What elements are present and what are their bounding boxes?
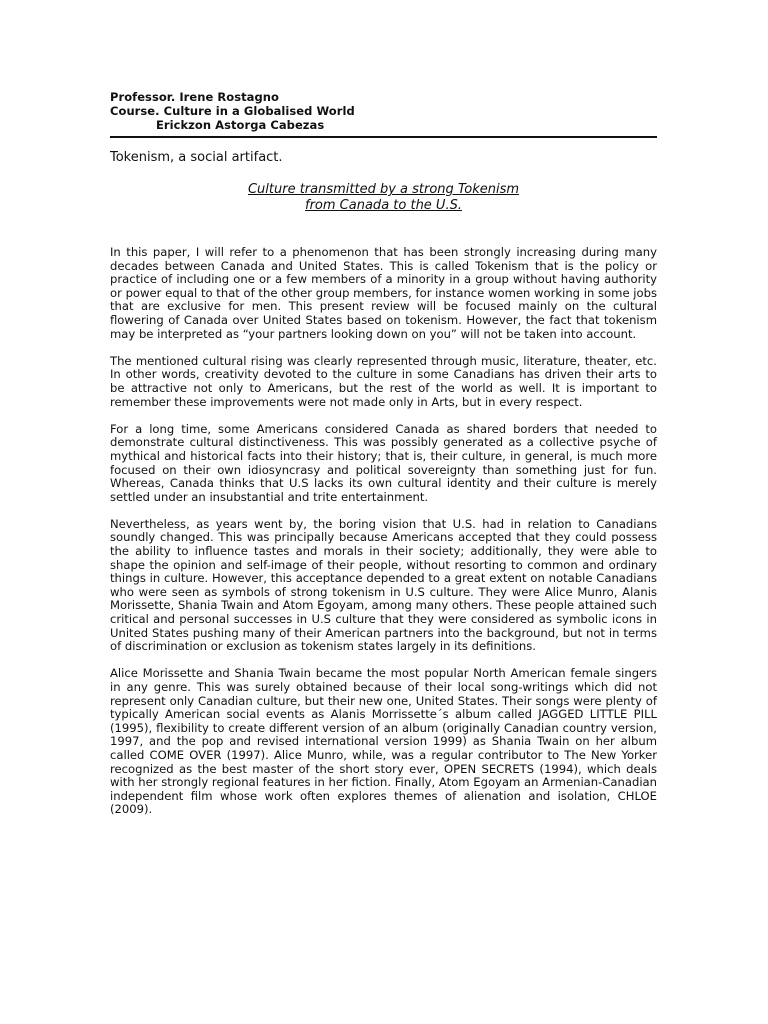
course-line: Course. Culture in a Globalised World bbox=[110, 104, 355, 118]
document-header bbox=[110, 90, 657, 132]
paragraph: The mentioned cultural rising was clearly represented through music, literature, theater, etc. In other words, creativity devoted to the culture in some Canadians has driven their arts to be attractive not only to Americans, but the rest of the world as well. It is important to remember these improvements were not made only in Arts, but in every respect. bbox=[110, 353, 657, 409]
subtitle-line-1: Culture transmitted by a strong Tokenism bbox=[247, 182, 520, 197]
document-body bbox=[110, 246, 657, 831]
document-subtitle bbox=[110, 182, 657, 214]
paragraph: In this paper, I will refer to a phenomenon that has been strongly increasing during many decades between Canada and United States. This is called Tokenism that is the policy or practice of including one or a few members of a minority in a group without having authority or power equal to that of the other group members, for instance women working in some jobs that are exclusive for men. This present review will be focused mainly on the cultural flowering of Canada over United States based on tokenism. However, the fact that tokenism may be interpreted as “your partners looking down on you” will not be taken into account. bbox=[110, 245, 657, 341]
document-title: Tokenism, a social artifact. bbox=[110, 150, 283, 165]
header-divider bbox=[110, 136, 657, 138]
author-line: Erickzon Astorga Cabezas bbox=[156, 118, 325, 132]
professor-line: Professor. Irene Rostagno bbox=[110, 90, 279, 104]
paragraph: For a long time, some Americans considered Canada as shared borders that needed to demonstrate cultural distinctiveness. This was possibly generated as a collective psyche of mythical and historical facts into their history; that is, their culture, in general, is much more focused on their own idiosyncrasy and political sovereignty than something just for fun. Whereas, Canada thinks that U.S lacks its own cultural identity and their culture is merely settled under an insubstantial and trite entertainment. bbox=[110, 421, 657, 504]
paragraph: Nevertheless, as years went by, the boring vision that U.S. had in relation to Canadians soundly changed. This was principally because Americans accepted that they could possess the ability to influence tastes and morals in their society; additionally, they were able to shape the opinion and self-image of their people, without resorting to common and ordinary things in culture. However, this acceptance depended to a great extent on notable Canadians who were seen as symbols of strong tokenism in U.S culture. They were Alice Munro, Alanis Morissette, Shania Twain and Atom Egoyam, among many others. These people attained such critical and personal successes in U.S culture that they were considered as symbolic icons in United States pushing many of their American partners into the background, but not in terms of discrimination or exclusion as tokenism states largely in its definitions. bbox=[110, 516, 657, 654]
paragraph: Alice Morissette and Shania Twain became the most popular North American female singers in any genre. This was surely obtained because of their local song-writings which did not represent only Canadian culture, but their new one, United States. Their songs were plenty of typically American social events as Alanis Morrissette´s album called JAGGED LITTLE PILL (1995), flexibility to create different version of an album (originally Canadian country version, 1997, and the pop and revised international version 1999) as Shania Twain on her album called COME OVER (1997). Alice Munro, while, was a regular contributor to The New Yorker recognized as the best master of the short story ever, OPEN SECRETS (1994), which deals with her strongly regional features in her fiction. Finally, Atom Egoyam an Armenian-Canadian independent film whose work often explores themes of alienation and isolation, CHLOE (2009). bbox=[110, 666, 657, 817]
subtitle-line-2: from Canada to the U.S. bbox=[305, 198, 462, 213]
